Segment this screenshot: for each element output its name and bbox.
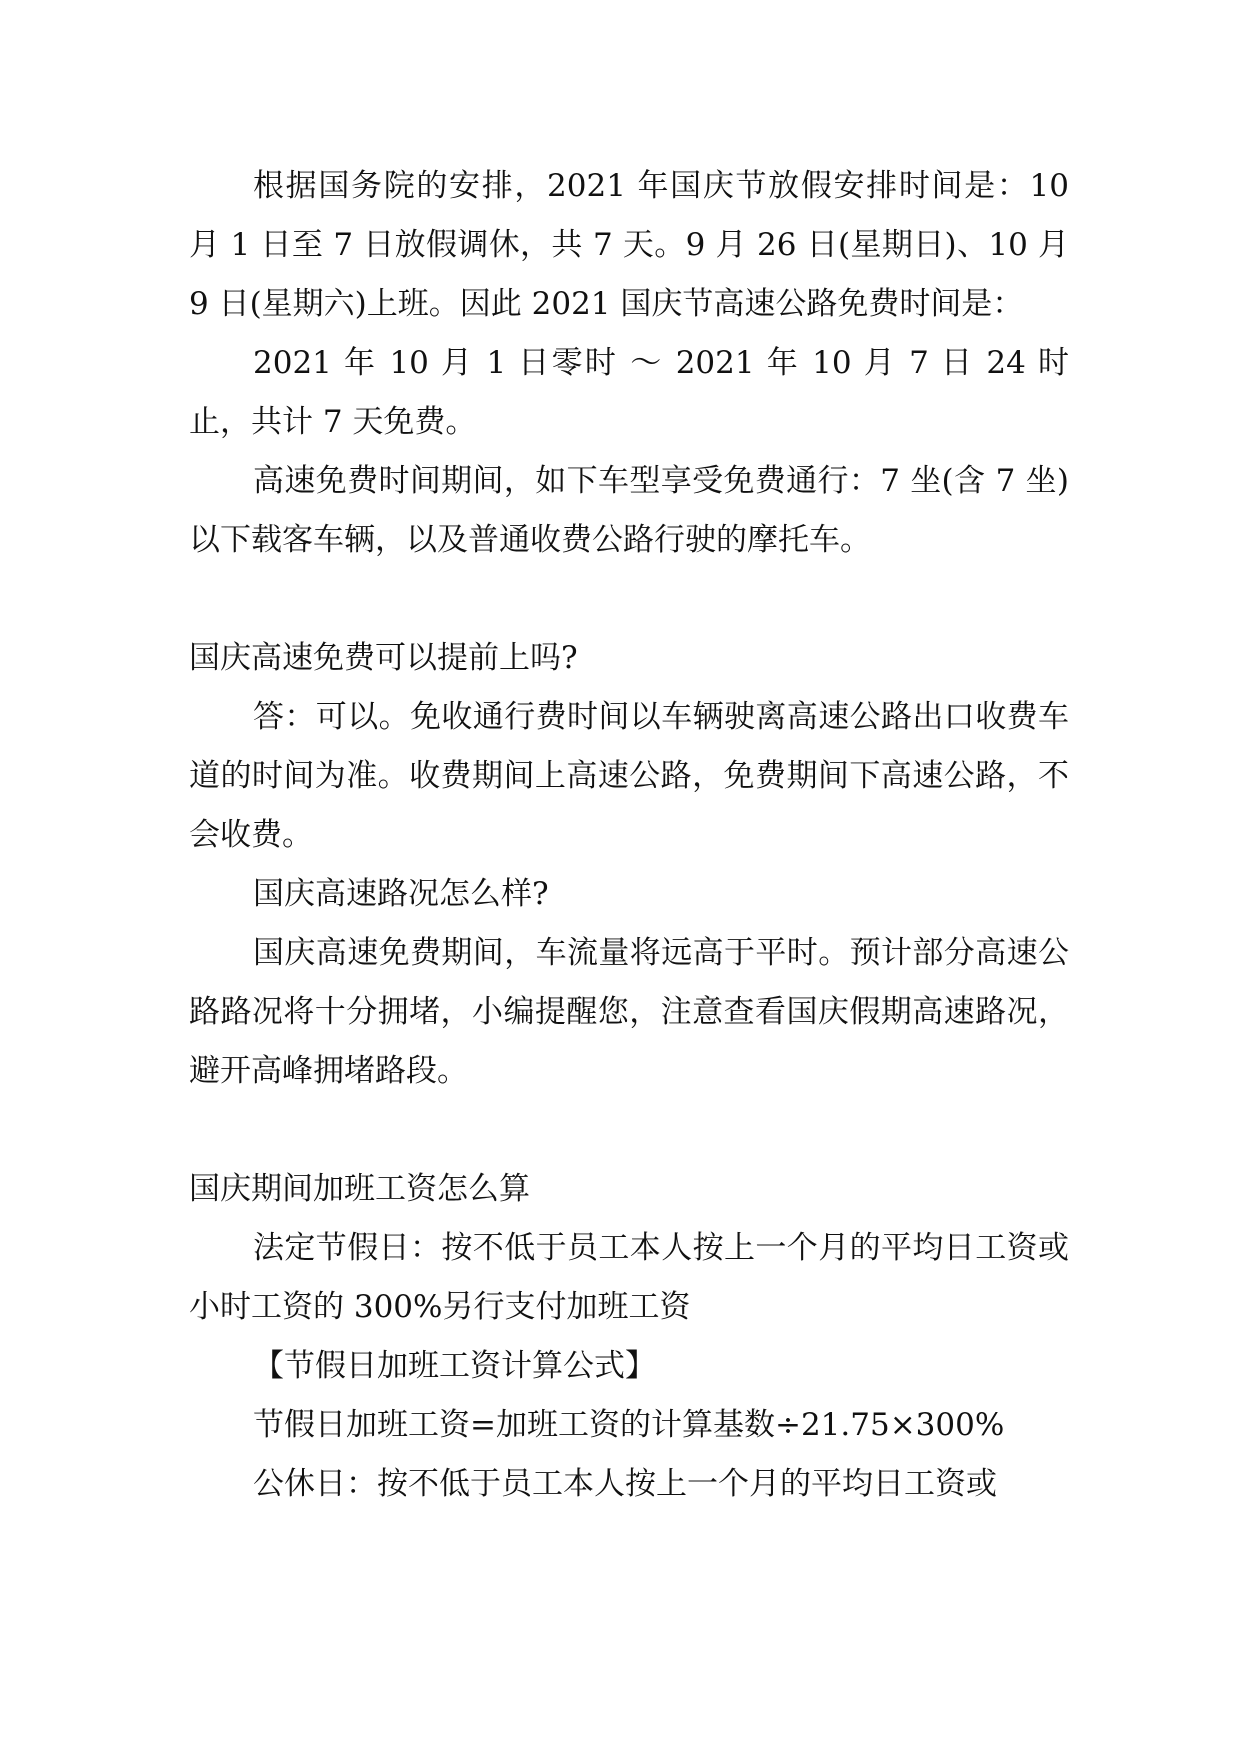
document-body [189,157,1069,1514]
paragraph-road-condition-answer: 国庆高速免费期间，车流量将远高于平时。预计部分高速公路路况将十分拥堵，小编提醒您，注意查看国庆假期高速路况，避开高峰拥堵路段。 [189,935,1069,1089]
paragraph-spacer [189,570,1069,629]
paragraph-road-condition-question: 国庆高速路况怎么样? [253,876,549,912]
paragraph-statutory-holiday-pay: 法定节假日：按不低于员工本人按上一个月的平均日工资或小时工资的 300%另行支付加班工资 [189,1230,1069,1325]
paragraph-free-period: 2021 年 10 月 1 日零时 ～ 2021 年 10 月 7 日 24 时止，共计 7 天免费。 [189,345,1069,440]
section-heading-overtime-pay: 国庆期间加班工资怎么算 [189,1171,530,1207]
paragraph-early-entry-answer: 答：可以。免收通行费时间以车辆驶离高速公路出口收费车道的时间为准。收费期间上高速公路，免费期间下高速公路，不会收费。 [189,699,1069,853]
paragraph-formula: 节假日加班工资=加班工资的计算基数÷21.75×300% [253,1407,1005,1443]
paragraph-formula-title: 【节假日加班工资计算公式】 [253,1348,656,1384]
paragraph-eligible-vehicles: 高速免费时间期间，如下车型享受免费通行：7 坐(含 7 坐)以下载客车辆，以及普通收费公路行驶的摩托车。 [189,463,1069,558]
paragraph-holiday-schedule: 根据国务院的安排，2021 年国庆节放假安排时间是：10 月 1 日至 7 日放假调休，共 7 天。9 月 26 日(星期日)、10 月 9 日(星期六)上班。因此 2021 国庆节高速公路免费时间是： [189,168,1069,322]
section-heading-early-entry: 国庆高速免费可以提前上吗? [189,640,578,676]
paragraph-spacer [189,1101,1069,1160]
paragraph-rest-day-pay: 公休日：按不低于员工本人按上一个月的平均日工资或 [253,1466,997,1502]
